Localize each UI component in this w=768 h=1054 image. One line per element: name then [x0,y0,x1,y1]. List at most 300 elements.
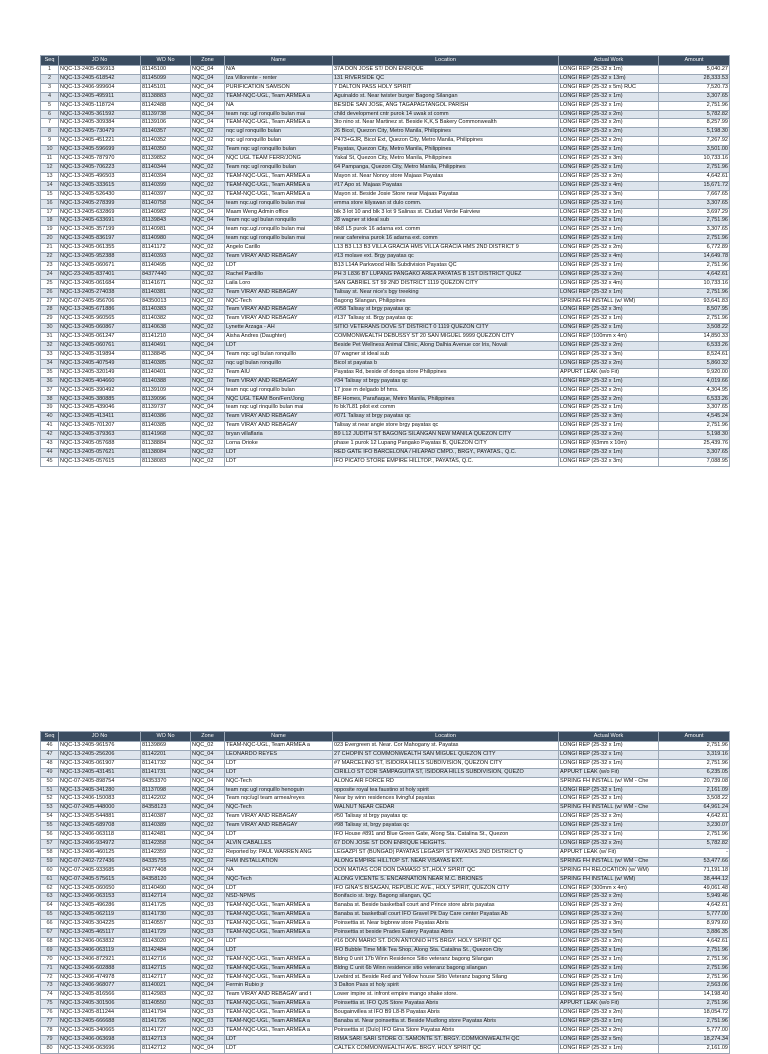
amount-cell: 3,508.22 [659,324,730,333]
seq-cell: 64 [41,902,59,911]
zone-cell: NQC_02 [191,92,225,101]
seq-cell: 68 [41,937,59,946]
name-cell: team nqc ugl ronquillo bulan mai [225,110,333,119]
jo-no-cell: NQC-13-2405-057621 [59,448,141,457]
wo-no-cell: 81140394 [141,172,191,181]
amount-cell: 3,319.16 [659,750,730,759]
zone-cell: NQC_02 [191,279,225,288]
actual-work-cell: LONGI REP (25-32 x 3m) [559,306,659,315]
table-body [41,66,730,467]
job-order-table-page-1 [40,55,730,467]
amount-cell: 4,642.61 [659,813,730,822]
location-cell: Yakal St, Quezon City, Metro Manila, Philippines [333,155,559,164]
location-cell: Poinsettia st beside Prades Eatery Payatas Abris [333,929,559,938]
jo-no-cell: NQC-13-2406-999604 [59,83,141,92]
jo-no-cell: NQC-13-2405-380885 [59,395,141,404]
zone-cell: NQC_02 [191,422,225,431]
actual-work-cell: LONGI REP (25-32 x 2m) [559,359,659,368]
seq-cell: 38 [41,395,59,404]
seq-cell: 11 [41,155,59,164]
wo-no-cell: 81139096 [141,395,191,404]
name-cell: TEAM-NQC-UGL, Team ARMEA a [225,1027,333,1036]
amount-cell: 5,198.30 [659,128,730,137]
jo-no-cell: NQC-07-2405-448000 [59,804,141,813]
jo-no-cell: NQC-13-2405-319894 [59,351,141,360]
location-cell: Banaba st. Near poinsettia st. Beside Mudlong store Payatas Abris [333,1018,559,1027]
location-cell: #34 Talisay st brgy payatas qc [333,377,559,386]
name-cell: NSD-NPMS [225,893,333,902]
wo-no-cell: 81140382 [141,315,191,324]
location-cell: RED GATE IFO BARCELONA / HILAPAD CMPD., BRGY., PAYATAS., Q.C. [333,448,559,457]
wo-no-cell: 81139737 [141,404,191,413]
seq-cell: 34 [41,359,59,368]
actual-work-cell: LONGI REP (25-32 x 2m) [559,431,659,440]
name-cell: Team nqc ugl ronquillo bulan [225,146,333,155]
location-cell: emma store kilyawan st dulo comm. [333,199,559,208]
jo-no-cell: NQC-13-2405-060650 [59,884,141,893]
jo-no-cell: NQC-07-2402-727436 [59,857,141,866]
table-row [41,315,730,324]
wo-no-cell: 81137098 [141,786,191,795]
name-cell: nqc ugl ronquillo bulan [225,128,333,137]
seq-cell: 40 [41,413,59,422]
table-header-row [41,732,730,742]
amount-cell: 4,642.61 [659,937,730,946]
name-cell: Team VIRAY AND REBAGAY [225,413,333,422]
jo-no-cell: NQC-13-2405-060867 [59,324,141,333]
wo-no-cell: 81139869 [141,742,191,751]
location-cell: 07 wagner st ideal sub [333,351,559,360]
location-header: Location [333,56,559,66]
seq-cell: 24 [41,270,59,279]
seq-cell: 52 [41,795,59,804]
table-row [41,333,730,342]
actual-work-cell: LONGI REP (25-32 x 1m) [559,982,659,991]
zone-cell: NQC_04 [191,208,225,217]
jo-no-cell: NQC-13-2406-063832 [59,937,141,946]
location-cell: P473+GJR, Bicol Ext, Quezon City, Metro Manila, Philippines [333,137,559,146]
wo-no-cell: 81142202 [141,795,191,804]
seq-cell: 46 [41,742,59,751]
actual-work-cell: LONGI REP (25-32 x 1m) [559,101,659,110]
amount-cell: 8,507.95 [659,306,730,315]
location-cell: Bagong Silangan, Philippines [333,297,559,306]
zone-cell: NQC_04 [191,946,225,955]
amount-cell: 18,274.34 [659,1035,730,1044]
seq-cell: 42 [41,431,59,440]
location-cell: 3 Dalton Pass st holy spirit [333,982,559,991]
actual-work-cell: APPURT LEAK (w/o Fit) [559,368,659,377]
wo-no-cell: 84350013 [141,297,191,306]
location-cell: Banaba st. Beside basketball court and Prince store abris payatas [333,902,559,911]
amount-cell: 2,751.96 [659,759,730,768]
seq-cell: 36 [41,377,59,386]
location-cell: ALONG EMPIRE HILLTOP ST. NEAR VISAYAS EXT. [333,857,559,866]
amount-cell: 2,751.96 [659,101,730,110]
seq-cell: 17 [41,208,59,217]
amount-cell: 2,161.09 [659,786,730,795]
wo-no-cell: 81142481 [141,831,191,840]
seq-cell: 57 [41,839,59,848]
table-row [41,66,730,75]
location-cell: Mayon st. Beside Josie Store near Majaas Payatas [333,190,559,199]
amount-cell: 38,444.12 [659,875,730,884]
wo-no-cell: 81140387 [141,813,191,822]
table-row [41,270,730,279]
actual-work-cell: LONGI REP (25-32 x 1m) [559,955,659,964]
table-row [41,893,730,902]
name-cell: Team VIRAY AND REBAGAY [225,306,333,315]
wo-no-cell: 81141210 [141,333,191,342]
name-cell: Fermin Rubio jr [225,982,333,991]
table-row [41,448,730,457]
zone-cell: NQC_03 [191,1009,225,1018]
seq-cell: 53 [41,804,59,813]
seq-cell: 9 [41,137,59,146]
jo-no-cell: NQC-13-2405-320149 [59,368,141,377]
jo-no-cell: NQC-13-2405-379363 [59,431,141,440]
location-cell: 3to nino st. Near Martinez st. Beside K,K,S Bakery Commonwealth [333,119,559,128]
name-cell: nqc ugl bulan ronquillo [225,359,333,368]
seq-cell: 61 [41,875,59,884]
jo-no-cell: NQC-13-2405-309384 [59,119,141,128]
seq-cell: 48 [41,759,59,768]
name-cell: Team nqc ugl ronquillo bulan [225,163,333,172]
location-cell: 26 Bicol, Quezon City, Metro Manila, Philippines [333,128,559,137]
name-cell: Team nqc/ugl team armea/reyes [225,795,333,804]
amount-cell: 14,198.40 [659,991,730,1000]
zone-cell: NQC_02 [191,315,225,324]
location-cell: Poinsettia st. IFO QJS Store Payatas Abris [333,1000,559,1009]
wo-no-cell: 81141968 [141,431,191,440]
table-row [41,208,730,217]
actual-work-cell: LONGI REP (25-32 x 3m) [559,190,659,199]
location-cell: BESIDE SAN JOSE, ANG TAGAPAGTANGOL PARISH [333,101,559,110]
amount-cell: 28,333.53 [659,74,730,83]
table-row [41,831,730,840]
actual-work-cell: LONGI REP (25-32 x 1m) [559,377,659,386]
zone-cell: NQC_02 [191,163,225,172]
actual-work-cell: LONGI REP (25-32 x 2m) [559,395,659,404]
amount-cell: 3,230.07 [659,822,730,831]
zone-cell: NQC_04 [191,155,225,164]
zone-cell: NQC_02 [191,288,225,297]
amount-cell: 2,751.96 [659,235,730,244]
location-cell: Banaba st. basketball court IFO Gravel Pit Day Care center Payatas Ab [333,911,559,920]
wo-no-cell: 81140490 [141,884,191,893]
seq-cell: 50 [41,777,59,786]
location-cell: SITIO VETERANS DOVE ST DISTRICT 0 1119 QUEZON CITY [333,324,559,333]
jo-no-cell: NQC-13-2405-596699 [59,146,141,155]
seq-cell: 7 [41,119,59,128]
seq-cell: 58 [41,848,59,857]
wo-no-cell: 81140982 [141,208,191,217]
jo-no-cell: NQC-13-2406-063119 [59,946,141,955]
name-cell: Team VIRAY AND REBAGAY and t [225,991,333,1000]
actual-work-cell: LONGI REP (25-32 x 4m) [559,181,659,190]
location-cell: phase 1 purok 12 Lupang Pangako Payatas B, QUEZON CITY [333,440,559,449]
zone-cell: NQC_04 [191,235,225,244]
seq-cell: 8 [41,128,59,137]
jo-no-cell: NQC-13-2405-632869 [59,208,141,217]
seq-cell: 41 [41,422,59,431]
jo-no-cell: NQC-23-2405-837401 [59,270,141,279]
actual-work-cell: LONGI REP (25-32 x 2m) [559,937,659,946]
zone-cell: NQC_04 [191,786,225,795]
actual-work-cell: LONGI REP (25-32 x 2m) [559,813,659,822]
zone-cell: NQC_04 [191,768,225,777]
location-cell: 27 CHOPIN ST COMMONWEALTH SAN MIGUEL QUEZON CITY [333,750,559,759]
wo-no-cell: 81138883 [141,92,191,101]
table-row [41,875,730,884]
jo-no-header: JO No [59,56,141,66]
zone-cell: NQC_04 [191,226,225,235]
zone-cell: NQC_02 [191,261,225,270]
amount-cell: - [659,848,730,857]
table-row [41,422,730,431]
zone-header: Zone [191,56,225,66]
table-row [41,955,730,964]
wo-no-cell: 81140381 [141,288,191,297]
page-1-table-block [40,55,729,467]
actual-work-cell: LONGI REP (25-32 x 1m) [559,261,659,270]
table-row [41,839,730,848]
table-row [41,946,730,955]
table-row [41,786,730,795]
name-cell: bryan villaflaria [225,431,333,440]
jo-no-cell: NQC-13-2405-341280 [59,786,141,795]
seq-cell: 39 [41,404,59,413]
amount-cell: 4,642.61 [659,270,730,279]
amount-cell: 5,777.00 [659,1027,730,1036]
actual-work-cell: LONGI REP (25-32 x 3m) [559,920,659,929]
wo-no-cell: 81140385 [141,359,191,368]
name-cell: TEAM-NQC-UGL, Team ARMEA a [225,911,333,920]
zone-cell: NQC_02 [191,306,225,315]
zone-cell: NQC_04 [191,795,225,804]
actual-work-header: Actual Work [559,732,659,742]
name-cell: LDT [225,768,333,777]
actual-work-cell: LONGI REP (25-32 x 2m) [559,902,659,911]
actual-work-cell: LONGI REP (25-32 x 1m) [559,324,659,333]
amount-cell: 2,751.96 [659,217,730,226]
zone-cell: NQC_04 [191,101,225,110]
wo-no-cell: 81139106 [141,119,191,128]
amount-cell: 6,235.05 [659,768,730,777]
actual-work-cell: LONGI REP (25-32 x 1m) [559,226,659,235]
seq-cell: 31 [41,333,59,342]
wo-no-cell: 81141725 [141,902,191,911]
seq-header: Seq [41,56,59,66]
jo-no-cell: NQC-13-2406-474978 [59,973,141,982]
amount-cell: 4,304.95 [659,386,730,395]
zone-cell: NQC_04 [191,74,225,83]
actual-work-cell: LONGI REP (25-32 x 1m) [559,235,659,244]
location-cell: RIMA SARI SARI STORE O. SAMONTE ST. BRGY. COMMONWEALTH QC [333,1035,559,1044]
actual-work-cell: LONGI REP (25-32 x 2m) [559,110,659,119]
table-row [41,750,730,759]
jo-no-cell: NQC-13-2405-118724 [59,101,141,110]
actual-work-cell: LONGI REP (25-32 x 1m) [559,208,659,217]
table-row [41,457,730,466]
jo-no-cell: NQC-13-2406-602888 [59,964,141,973]
name-cell: TEAM-NQC-UGL, Team ARMEA a [225,955,333,964]
jo-no-cell: NQC-07-2405-575615 [59,875,141,884]
table-row [41,199,730,208]
table-row [41,884,730,893]
zone-cell: NQC_04 [191,386,225,395]
actual-work-cell: LONGI REP (25-32 x 3m) [559,413,659,422]
amount-cell: 15,671.72 [659,181,730,190]
jo-no-cell: NQC-13-2406-460125 [59,848,141,857]
zone-cell: NQC_04 [191,777,225,786]
amount-cell: 3,307.65 [659,199,730,208]
wo-no-cell: 84377408 [141,866,191,875]
zone-cell: NQC_04 [191,804,225,813]
jo-no-cell: NQC-13-2406-934972 [59,839,141,848]
wo-no-cell: 81140557 [141,920,191,929]
wo-no-cell: 81140357 [141,128,191,137]
wo-no-header: WO No [141,56,191,66]
wo-no-cell: 84358123 [141,804,191,813]
amount-cell: 49,061.48 [659,884,730,893]
seq-cell: 69 [41,946,59,955]
actual-work-cell: LONGI REP (25-32 x 1m) [559,315,659,324]
jo-no-cell: NQC-13-2405-787970 [59,155,141,164]
amount-cell: 2,161.09 [659,1044,730,1053]
table-row [41,759,730,768]
actual-work-cell: LONGI REP (25-32 x 2m) [559,172,659,181]
jo-no-cell: NQC-13-2405-689708 [59,822,141,831]
name-cell: LDT [225,884,333,893]
jo-no-cell: NQC-13-2405-439046 [59,404,141,413]
table-row [41,937,730,946]
jo-no-cell: NQC-13-2405-278399 [59,199,141,208]
table-row [41,342,730,351]
amount-header: Amount [659,732,730,742]
name-cell: NA [225,866,333,875]
zone-cell: NQC_04 [191,831,225,840]
jo-no-cell: NQC-13-2405-431451 [59,768,141,777]
amount-cell: 5,777.00 [659,911,730,920]
jo-no-cell: NQC-07-2405-933685 [59,866,141,875]
wo-no-cell: 81142712 [141,1044,191,1053]
wo-no-header: WO No [141,732,191,742]
actual-work-cell: LONGI REP (25-32 x 1m) [559,786,659,795]
table-row [41,163,730,172]
name-cell: Maam Weng Admin office [225,208,333,217]
table-row [41,857,730,866]
table-row [41,395,730,404]
amount-cell: 2,751.96 [659,1018,730,1027]
jo-no-cell: NQC-13-2405-340665 [59,1027,141,1036]
amount-cell: 3,307.65 [659,448,730,457]
wo-no-cell: 81140021 [141,982,191,991]
wo-no-cell: 81140389 [141,822,191,831]
jo-no-cell: NQC-13-2405-404660 [59,377,141,386]
amount-cell: 5,782.82 [659,110,730,119]
table-row [41,795,730,804]
location-cell: 28 wagner st ideal sub [333,217,559,226]
zone-cell: NQC_02 [191,857,225,866]
wo-no-cell: 81145101 [141,83,191,92]
table-row [41,1035,730,1044]
zone-cell: NQC_04 [191,110,225,119]
wo-no-cell: 81140491 [141,342,191,351]
jo-no-cell: NQC-13-2405-061355 [59,244,141,253]
amount-cell: 2,751.96 [659,946,730,955]
seq-cell: 62 [41,884,59,893]
jo-no-cell: NQC-13-2405-496286 [59,902,141,911]
amount-cell: 2,751.96 [659,1000,730,1009]
jo-no-cell: NQC-13-2405-060671 [59,261,141,270]
amount-cell: 14,649.78 [659,253,730,262]
name-cell: Aisha Andres (Daughter) [225,333,333,342]
jo-no-cell: NQC-13-2406-063153 [59,893,141,902]
table-row [41,146,730,155]
zone-cell: NQC_04 [191,66,225,75]
actual-work-cell: LONGI REP (25-32 x 1m) [559,822,659,831]
amount-cell: 6,533.26 [659,342,730,351]
zone-cell: NQC_04 [191,839,225,848]
zone-cell: NQC_04 [191,199,225,208]
zone-cell: NQC_02 [191,368,225,377]
amount-cell: 2,751.96 [659,955,730,964]
actual-work-cell: LONGI REP (25-32 x 1m) [559,448,659,457]
name-header: Name [225,732,333,742]
actual-work-cell: SPRING FH INSTALL (w/ WM) [559,875,659,884]
actual-work-header: Actual Work [559,56,659,66]
seq-cell: 2 [41,74,59,83]
wo-no-cell: 81140388 [141,377,191,386]
table-row [41,431,730,440]
seq-cell: 23 [41,261,59,270]
seq-cell: 49 [41,768,59,777]
actual-work-cell: LONGI REP (25-32 x 1m) [559,759,659,768]
location-cell: 131 RIVERSIDE QC [333,74,559,83]
location-cell: ALONG AIR FORCE RD [333,777,559,786]
name-cell: NQC-Tech [225,875,333,884]
seq-cell: 80 [41,1044,59,1053]
table-row [41,217,730,226]
actual-work-cell: LONGI REP (25-32 x 1m) [559,1044,659,1053]
name-cell: TEAM-NQC-UGL, Team ARMEA a [225,902,333,911]
jo-no-cell: NQC-13-2405-952388 [59,253,141,262]
name-cell: Team VIRAY AND REBAGAY [225,822,333,831]
table-row [41,982,730,991]
actual-work-cell: LONGI REP (25-32 x 1m) [559,422,659,431]
seq-cell: 56 [41,831,59,840]
jo-no-cell: NQC-13-2405-451221 [59,137,141,146]
table-row [41,226,730,235]
table-row [41,324,730,333]
wo-no-cell: 81142983 [141,991,191,1000]
name-cell: NQC-Tech [225,804,333,813]
actual-work-cell: LONGI REP (25-32 x 1m) [559,66,659,75]
amount-cell: 3,697.29 [659,208,730,217]
wo-no-cell: 81142484 [141,946,191,955]
amount-cell: 64,961.24 [659,804,730,813]
seq-cell: 63 [41,893,59,902]
seq-cell: 77 [41,1018,59,1027]
seq-cell: 79 [41,1035,59,1044]
zone-cell: NQC_02 [191,137,225,146]
table-row [41,848,730,857]
location-cell: L13 B3 L13 B3 VILLA GRACIA HMS VILLA GRACIA HMS 2ND DISTRICT 9 [333,244,559,253]
table-row [41,964,730,973]
jo-no-cell: NQC-13-2405-526430 [59,190,141,199]
zone-cell: NQC_02 [191,973,225,982]
